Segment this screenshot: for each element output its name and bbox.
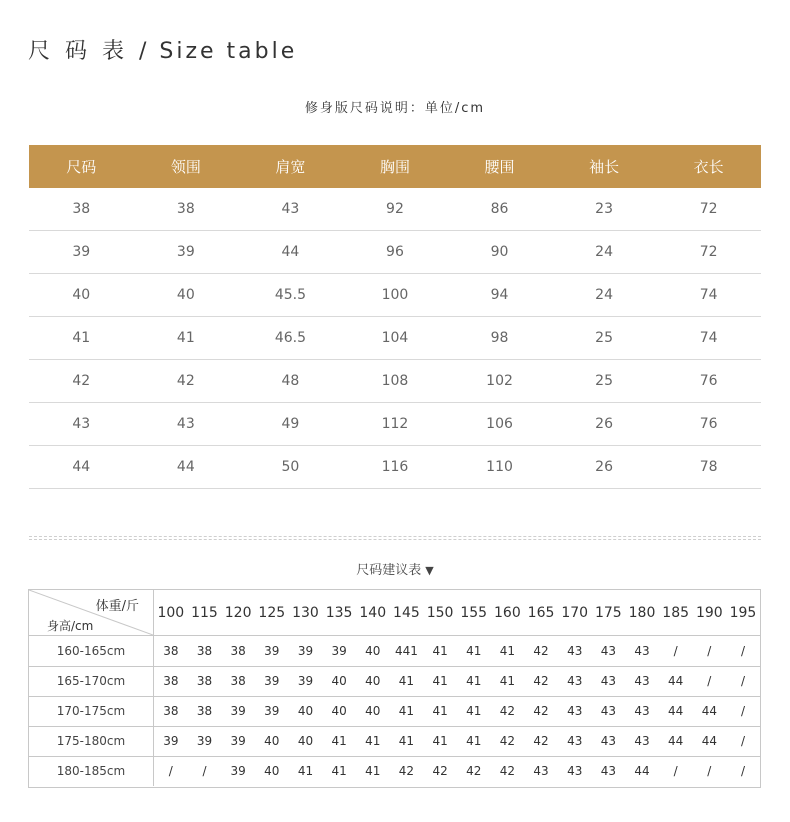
table-cell: 40 [297,734,314,748]
table-cell: 49 [238,403,343,446]
table-cell: 38 [163,644,179,658]
table-cell: 46.5 [238,317,343,360]
table-cell: 44 [238,231,343,274]
table-cell: 44 [668,734,684,748]
table-cell: 43 [567,674,583,688]
table-cell: 42 [432,764,448,778]
table-cell: 41 [432,644,448,658]
table-row [29,636,760,667]
title-en: / Size table [139,39,298,64]
table-cell: 43 [533,764,549,778]
table-cell: 38 [230,674,246,688]
table-cell: 112 [343,403,448,446]
table-cell: / [168,764,173,778]
size-values [154,726,760,756]
table-cell: 78 [656,446,761,489]
table-cell: 104 [343,317,448,360]
table-row [29,446,761,489]
height-range-cell: 180-185cm [29,756,154,786]
table-cell: 41 [365,734,381,748]
table-cell: 40 [331,704,347,718]
table-cell: 102 [447,360,552,403]
table-row [29,726,760,757]
table-cell: 100 [343,274,448,317]
table-cell: 43 [29,403,134,446]
weight-header-cell: 185 [662,604,690,621]
table-cell: 38 [196,674,213,688]
table-cell: / [740,674,745,688]
table-cell: 39 [196,734,213,748]
weight-header-cell: 180 [628,604,656,621]
table-cell: 40 [365,674,381,688]
table-cell: 42 [499,704,516,718]
table-cell: 96 [343,231,448,274]
table-cell: 42 [29,360,134,403]
table-cell: 43 [600,764,616,778]
table-cell: 43 [567,704,583,718]
table-cell: 39 [297,644,314,658]
table-cell: 40 [365,644,381,658]
table-row [29,188,761,231]
table-cell: 40 [297,704,314,718]
table-cell: 42 [466,764,482,778]
weight-label: 体重/斤 [95,599,139,614]
size-table-header-cell: 腰围 [447,145,552,188]
size-table-body [29,188,761,489]
table-cell: 39 [29,231,134,274]
size-table-header-cell: 领围 [134,145,239,188]
table-cell: 44 [634,764,650,778]
weight-header-cells [154,590,760,635]
table-cell: 42 [533,674,549,688]
table-cell: 39 [297,674,314,688]
recommend-header-row [29,590,760,636]
table-cell: 40 [331,674,347,688]
table-cell: / [740,644,745,658]
weight-header-cell: 175 [594,604,622,621]
table-cell: 41 [499,674,516,688]
table-row [29,274,761,317]
recommend-title [0,559,790,578]
table-cell: 41 [432,674,448,688]
weight-header-cell: 145 [393,604,420,621]
table-cell: 25 [552,317,657,360]
table-cell: 40 [29,274,134,317]
table-row [29,666,760,697]
table-cell: 25 [552,360,657,403]
table-cell: / [707,764,712,778]
table-cell: 38 [163,704,179,718]
table-cell: 41 [134,317,239,360]
table-cell: 41 [398,704,415,718]
table-cell: 40 [134,274,239,317]
table-cell: 43 [600,644,616,658]
table-cell: 39 [264,704,280,718]
table-cell: 41 [398,734,415,748]
table-row [29,360,761,403]
table-cell: 40 [365,704,381,718]
table-cell: 41 [331,734,347,748]
table-cell: / [740,734,745,748]
table-cell: 74 [656,274,761,317]
height-range-cell: 160-165cm [29,636,154,666]
header-corner-cell [29,590,154,635]
table-cell: 76 [656,403,761,446]
table-cell: 38 [196,704,213,718]
triangle-down-icon: ▼ [425,564,434,577]
weight-header-cell: 135 [325,604,353,621]
table-cell: 42 [398,764,415,778]
table-cell: / [740,764,745,778]
table-cell: 43 [600,704,616,718]
table-cell: 110 [447,446,552,489]
table-cell: 38 [134,188,239,231]
weight-header-cell: 195 [729,604,757,621]
height-label: 身高/cm [47,619,94,633]
size-values [154,756,760,786]
table-cell: / [740,704,745,718]
height-range-cell: 175-180cm [29,726,154,756]
table-cell: 44 [701,734,717,748]
dashed-divider [29,536,761,537]
table-cell: 43 [567,734,583,748]
size-values [154,696,760,726]
weight-header-cell: 100 [157,604,185,621]
table-cell: 38 [196,644,213,658]
table-cell: 39 [230,764,246,778]
weight-header-cell: 170 [561,604,589,621]
table-cell: 40 [264,734,280,748]
table-cell: / [707,644,712,658]
table-cell: 441 [394,644,418,658]
table-cell: 116 [343,446,448,489]
table-cell: 41 [297,764,314,778]
table-cell: / [202,764,207,778]
table-cell: 39 [331,644,347,658]
table-cell: 90 [447,231,552,274]
table-cell: 41 [432,704,448,718]
table-cell: 92 [343,188,448,231]
table-row [29,696,760,727]
table-cell: 76 [656,360,761,403]
table-cell: 23 [552,188,657,231]
table-cell: 41 [466,704,482,718]
weight-header-cell: 115 [191,604,218,621]
height-range-cell: 170-175cm [29,696,154,726]
table-cell: 39 [264,644,280,658]
table-cell: 39 [230,704,246,718]
table-cell: 41 [29,317,134,360]
weight-header-cell: 165 [527,604,555,621]
table-cell: 108 [343,360,448,403]
table-cell: 43 [634,674,650,688]
size-values [154,636,760,666]
table-cell: 98 [447,317,552,360]
table-cell: 94 [447,274,552,317]
table-cell: 41 [432,734,448,748]
table-cell: 40 [264,764,280,778]
height-range-cell: 165-170cm [29,666,154,696]
size-table-header-row [29,145,761,188]
table-cell: 38 [163,674,179,688]
table-cell: 44 [134,446,239,489]
table-cell: 43 [634,644,650,658]
table-cell: 38 [29,188,134,231]
table-cell: 44 [29,446,134,489]
table-cell: 41 [365,764,381,778]
table-cell: 41 [398,674,415,688]
size-table [29,145,761,489]
table-cell: 42 [134,360,239,403]
table-cell: 42 [533,734,549,748]
size-table-subtitle: 修身版尺码说明：单位/cm [304,101,486,116]
table-cell: 41 [466,674,482,688]
table-cell: 41 [331,764,347,778]
size-table-header-cell: 肩宽 [238,145,343,188]
table-cell: 42 [533,704,549,718]
weight-header-cell: 125 [258,604,286,621]
table-row [29,403,761,446]
weight-header-cell: 150 [426,604,454,621]
size-values [154,666,760,696]
table-cell: 72 [656,188,761,231]
table-row [29,231,761,274]
table-cell: 41 [499,644,516,658]
weight-header-cell: 140 [359,604,387,621]
table-cell: 26 [552,446,657,489]
table-row [29,317,761,360]
table-cell: 43 [567,644,583,658]
table-cell: 43 [600,674,616,688]
table-cell: 43 [134,403,239,446]
table-cell: 106 [447,403,552,446]
weight-header-cell: 120 [224,604,252,621]
table-cell: 44 [701,704,717,718]
table-cell: 24 [552,274,657,317]
size-table-header-cell: 胸围 [343,145,448,188]
table-cell: 42 [499,764,516,778]
table-row [29,756,760,786]
table-cell: 39 [163,734,179,748]
table-cell: 48 [238,360,343,403]
dashed-divider [29,539,761,540]
table-cell: 44 [668,704,684,718]
table-cell: / [673,764,678,778]
table-cell: 72 [656,231,761,274]
size-table-header-cell: 衣长 [656,145,761,188]
recommend-title-text: 尺码建议表 [356,563,422,578]
table-cell: 50 [238,446,343,489]
title-cn: 尺 码 表 [28,39,128,64]
weight-header-cell: 190 [695,604,723,621]
table-cell: 42 [533,644,549,658]
size-table-header-cell: 袖长 [552,145,657,188]
table-cell: / [707,674,712,688]
recommend-table [28,589,761,788]
table-cell: 39 [134,231,239,274]
weight-header-cell: 155 [460,604,488,621]
table-cell: 44 [668,674,684,688]
table-cell: 26 [552,403,657,446]
table-cell: 43 [634,734,650,748]
size-table-header-cell: 尺码 [29,145,134,188]
table-cell: 42 [499,734,516,748]
table-cell: 43 [600,734,616,748]
table-cell: / [673,644,678,658]
table-cell: 74 [656,317,761,360]
table-cell: 45.5 [238,274,343,317]
table-cell: 24 [552,231,657,274]
table-cell: 41 [466,644,482,658]
table-cell: 43 [238,188,343,231]
table-cell: 43 [634,704,650,718]
weight-header-cell: 130 [292,604,319,621]
table-cell: 38 [230,644,246,658]
table-cell: 39 [264,674,280,688]
table-cell: 39 [230,734,246,748]
table-cell: 43 [567,764,583,778]
table-cell: 41 [466,734,482,748]
page-title [28,34,297,65]
weight-header-cell: 160 [494,604,521,621]
table-cell: 86 [447,188,552,231]
